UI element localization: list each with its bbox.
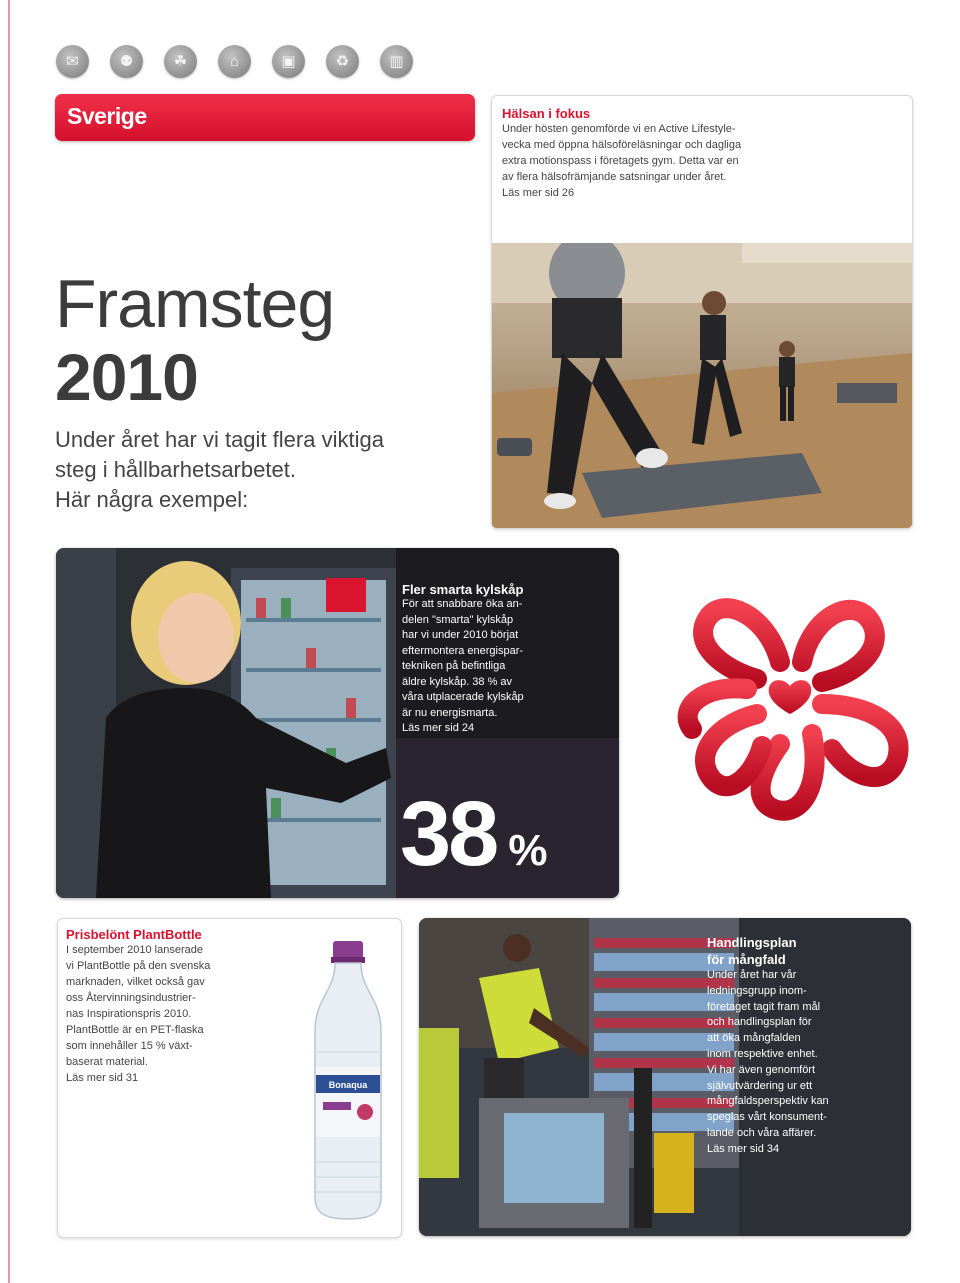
- fridge-line: har vi under 2010 börjat: [402, 629, 519, 641]
- diversity-heading-line: för mångfald: [707, 952, 786, 967]
- plantbottle-line: oss Återvinningsindustrier-: [66, 992, 196, 1004]
- plantbottle-line: marknaden, vilket också gav: [66, 976, 205, 988]
- fridge-text: [402, 582, 610, 737]
- health-line: extra motionspass i företagets gym. Detta var en: [502, 155, 739, 167]
- diversity-line: lande och våra affärer.: [707, 1126, 817, 1139]
- sustainability-logo: [662, 574, 920, 832]
- health-read-more: Läs mer sid 26: [502, 187, 575, 199]
- building-icon: ⌂: [218, 45, 251, 78]
- fridge-heading: Fler smarta kylskåp: [402, 582, 524, 597]
- health-text: [502, 106, 902, 201]
- plantbottle-body: [66, 942, 302, 1086]
- health-card: [491, 95, 913, 529]
- category-icon-row: [56, 45, 413, 78]
- speech-bubble-icon: ✉: [56, 45, 89, 78]
- diversity-feature: [419, 918, 911, 1236]
- intro-text: [55, 425, 435, 515]
- diversity-heading: [707, 934, 905, 968]
- diversity-line: speglas vårt konsument-: [707, 1111, 827, 1124]
- diversity-line: Vi har även genomfört: [707, 1063, 816, 1076]
- plantbottle-heading: Prisbelönt PlantBottle: [66, 927, 202, 942]
- diversity-line: mångfaldsperspektiv kan: [707, 1095, 829, 1108]
- diversity-line: ledningsgrupp inom-: [707, 984, 807, 997]
- plantbottle-line: baserat material.: [66, 1056, 148, 1068]
- fridge-body: [402, 597, 610, 737]
- fridge-stat-value: 38: [400, 783, 497, 885]
- intro-line: steg i hållbarhetsarbetet.: [55, 457, 296, 482]
- fridge-feature: [56, 548, 619, 898]
- intro-line: Under året har vi tagit flera viktiga: [55, 427, 384, 452]
- leaf-icon: ☘: [164, 45, 197, 78]
- gym-photo: [492, 243, 912, 528]
- plantbottle-line: I september 2010 lanserade: [66, 944, 203, 956]
- plantbottle-line: som innehåller 15 % växt-: [66, 1040, 193, 1052]
- fridge-line: För att snabbare öka an-: [402, 598, 523, 610]
- fridge-line: eftermontera energispar-: [402, 644, 524, 657]
- page-title: Framsteg: [55, 266, 335, 342]
- fridge-line: delen "smarta" kylskåp: [402, 613, 514, 626]
- fridge-line: tekniken på befintliga: [402, 660, 506, 672]
- flower-figure-icon: [662, 574, 920, 832]
- gym-illustration: [492, 243, 912, 528]
- plantbottle-line: vi PlantBottle på den svenska: [66, 960, 211, 972]
- banner-label: Sverige: [67, 103, 147, 129]
- diversity-body: [707, 968, 905, 1158]
- cart-icon: ▣: [272, 45, 305, 78]
- plantbottle-card: [57, 918, 402, 1238]
- plantbottle-read-more: Läs mer sid 31: [66, 1072, 139, 1084]
- diversity-read-more: Läs mer sid 34: [707, 1142, 780, 1155]
- diversity-line: företaget tagit fram mål: [707, 1000, 821, 1013]
- water-bottle-image: [303, 937, 393, 1227]
- person-icon: ⚉: [110, 45, 143, 78]
- page-margin-line: [8, 0, 10, 1283]
- plantbottle-text: [66, 927, 302, 1086]
- fridge-stat-unit: %: [508, 826, 548, 875]
- intro-line: Här några exempel:: [55, 487, 249, 512]
- plantbottle-line: PlantBottle är en PET-flaska: [66, 1024, 204, 1036]
- health-line: av flera hälsofrämjande satsningar under året.: [502, 171, 727, 183]
- diversity-line: Under året har vår: [707, 969, 797, 981]
- health-line: Under hösten genomförde vi en Active Lifestyle-: [502, 123, 736, 135]
- diversity-line: självutvärdering ur ett: [707, 1079, 813, 1092]
- diversity-heading-line: Handlingsplan: [707, 935, 797, 950]
- fridge-line: våra utplacerade kylskåp: [402, 691, 524, 703]
- health-body: [502, 121, 902, 201]
- fridge-line: är nu energismarta.: [402, 706, 498, 719]
- diversity-line: och handlingsplan för: [707, 1016, 812, 1029]
- diversity-text: [707, 934, 905, 1158]
- bottle-label: Bonaqua: [328, 1080, 368, 1090]
- recycle-icon: ♻: [326, 45, 359, 78]
- bin-icon: ▥: [380, 45, 413, 78]
- plantbottle-line: nas Inspirationspris 2010.: [66, 1008, 192, 1020]
- diversity-line: att öka mångfalden: [707, 1032, 801, 1045]
- fridge-read-more: Läs mer sid 24: [402, 722, 475, 734]
- diversity-line: inom respektive enhet.: [707, 1047, 818, 1060]
- page-title-year: 2010: [55, 340, 198, 414]
- health-line: vecka med öppna hälsoföreläsningar och dagliga: [502, 139, 742, 151]
- country-banner: [55, 94, 475, 141]
- fridge-stat: [400, 783, 548, 885]
- fridge-line: äldre kylskåp. 38 % av: [402, 675, 513, 688]
- health-heading: Hälsan i fokus: [502, 106, 591, 121]
